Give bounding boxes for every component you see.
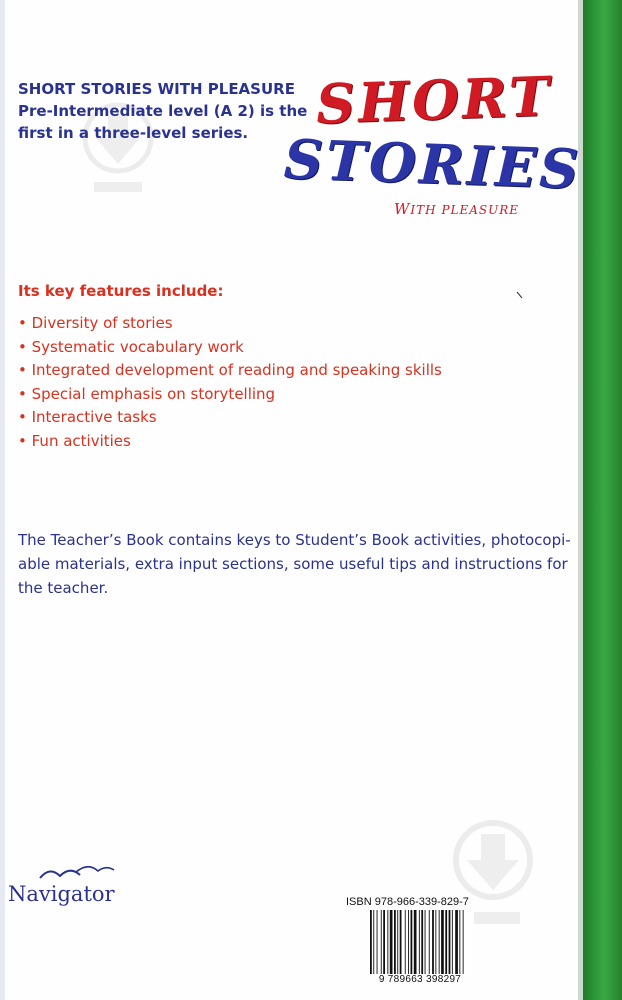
intro-line-2: Pre-Intermediate level (A 2) is the xyxy=(18,102,308,120)
isbn-label: ISBN 978-966-339-829-7 xyxy=(346,896,469,908)
description-line-2: able materials, extra input sections, some useful tips and instructions for xyxy=(18,555,568,573)
feature-item: • Special emphasis on storytelling xyxy=(18,383,442,407)
green-spine xyxy=(583,0,622,1000)
seagull-icon xyxy=(36,862,116,884)
feature-item: • Diversity of stories xyxy=(18,312,442,336)
barcode-digits: 9 789663 398297 xyxy=(378,974,462,985)
features-list xyxy=(18,312,442,453)
feature-item: • Interactive tasks xyxy=(18,406,442,430)
publisher-name: Navigator xyxy=(8,882,115,906)
description-line-3: the teacher. xyxy=(18,579,109,597)
barcode xyxy=(368,910,474,974)
logo-tagline xyxy=(394,200,519,218)
left-edge xyxy=(0,0,5,1000)
logo-word-short: SHORT xyxy=(314,63,554,137)
logo-tagline-rest: ITH PLEASURE xyxy=(410,203,520,217)
features-heading: Its key features include: xyxy=(18,282,224,300)
intro-text xyxy=(18,78,318,144)
feature-item: • Integrated development of reading and speaking skills xyxy=(18,359,442,383)
intro-line-1: SHORT STORIES WITH PLEASURE xyxy=(18,80,295,98)
feature-item: • Systematic vocabulary work xyxy=(18,336,442,360)
intro-line-3: first in a three-level series. xyxy=(18,124,249,142)
print-mark xyxy=(516,291,524,299)
description-line-1: The Teacher’s Book contains keys to Student’s Book activities, photocopi- xyxy=(18,531,571,549)
teachers-book-description xyxy=(18,528,578,600)
series-logo xyxy=(282,63,583,228)
feature-item: • Fun activities xyxy=(18,430,442,454)
logo-word-stories: STORIES xyxy=(282,126,583,202)
logo-tagline-initial: W xyxy=(394,200,411,218)
publisher-logo xyxy=(8,862,140,920)
